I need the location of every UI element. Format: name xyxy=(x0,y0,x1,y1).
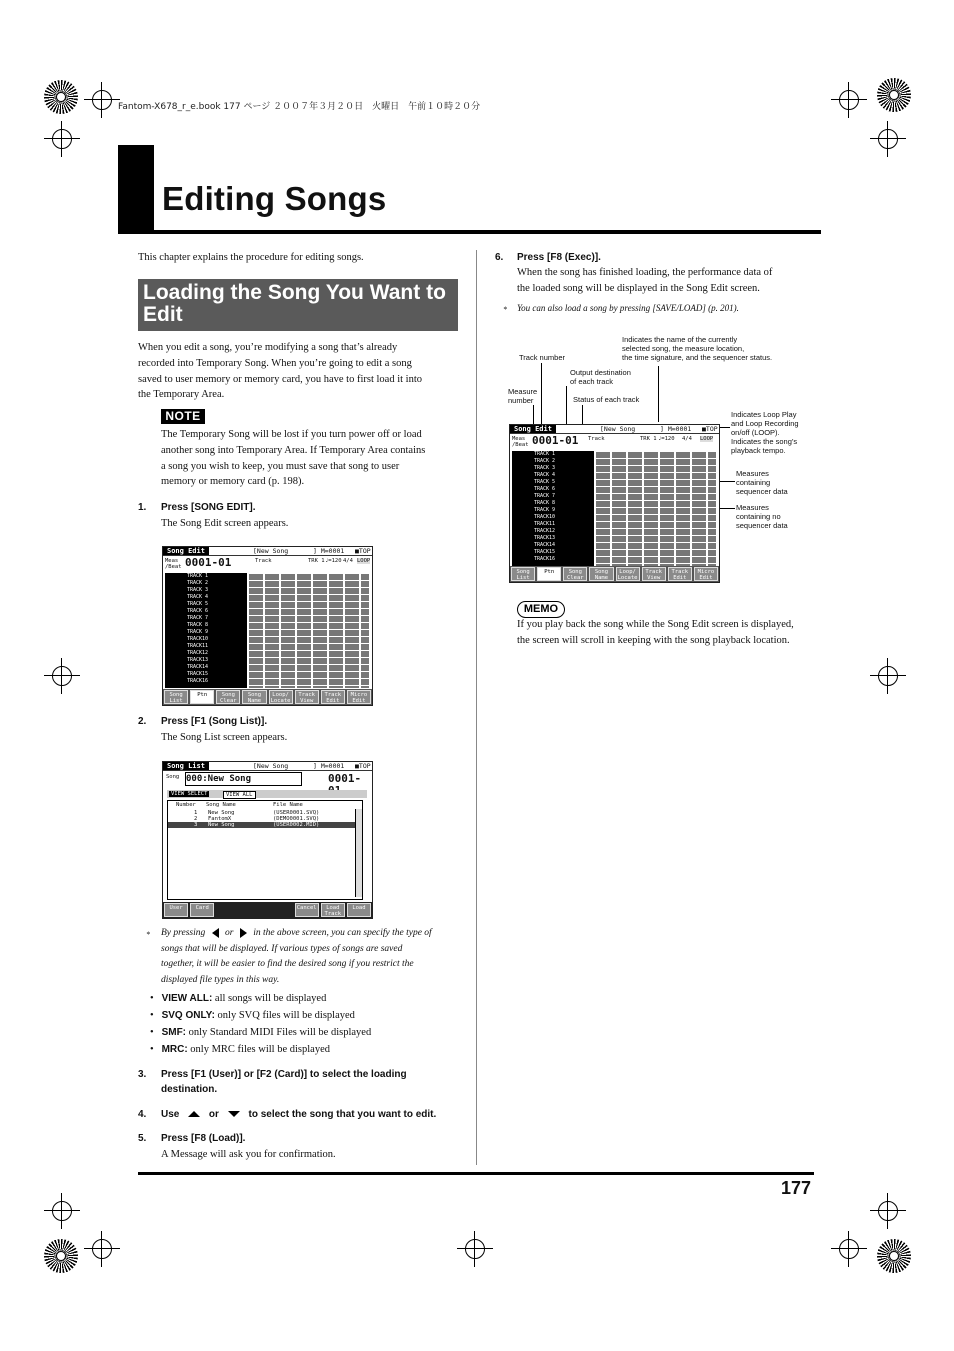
f6-track-view-button[interactable]: Track View xyxy=(295,690,319,704)
step-description: The Song List screen appears. xyxy=(161,732,288,743)
measure-position: ] M=0001 xyxy=(660,425,692,433)
f8-load-button[interactable]: Load xyxy=(347,903,371,917)
table-header: Number Song Name File Name xyxy=(176,802,303,808)
song-name: [New Song xyxy=(253,547,289,555)
memo-badge: MEMO xyxy=(517,601,565,618)
step-number: 3. xyxy=(138,1069,147,1080)
step-description: When the song has finished loading, the performance data of the loaded song will be displayed in the Song Edit screen. xyxy=(517,267,773,294)
registration-target-icon xyxy=(877,1239,911,1273)
registration-target-icon xyxy=(44,80,78,114)
screen-title: Song List xyxy=(163,762,209,770)
section-body: When you edit a song, you’re modifying a song that’s already recorded into Temporary Song. When you’re going to edit a song saved to user memory or memory card, you have to first load it into the Temporary Area. xyxy=(138,342,423,401)
page-number: 177 xyxy=(781,1178,812,1198)
callout-track-number: Track number xyxy=(519,353,565,362)
track-list: TRACK 1 TRACK 2 TRACK 3 TRACK 4 TRACK 5 TRACK 6 TRACK 7 TRACK 8 TRACK 9 TRACK10 TRACK11 TRACK12 TRACK13 TRACK14 TRACK15 TRACK16 xyxy=(512,451,594,566)
registration-target-icon xyxy=(877,78,911,112)
measure-grid xyxy=(596,451,716,566)
callout-track-status: Status of each track xyxy=(573,395,640,404)
f1-song-list-button[interactable]: Song List xyxy=(164,690,188,704)
list-item: • VIEW ALL: all songs will be displayed xyxy=(150,993,327,1004)
measure-readout: 0001- xyxy=(328,772,362,785)
song-list-screen xyxy=(162,761,373,919)
crosshair-icon xyxy=(44,1193,80,1229)
down-arrow-icon xyxy=(228,1111,240,1117)
intro-text: This chapter explains the procedure for editing songs. xyxy=(138,252,364,263)
column-divider xyxy=(476,250,477,1165)
measure-position: ] M=0001 xyxy=(313,547,345,555)
f3-song-clear-button[interactable]: Song Clear xyxy=(216,690,240,704)
f2-card-button[interactable]: Card xyxy=(190,903,214,917)
song-number-field[interactable]: 000:New Song xyxy=(185,772,302,786)
song-edit-screen-annotated xyxy=(509,424,720,583)
meas-label: Meas /Beat xyxy=(512,436,529,448)
step-description: A Message will ask you for confirmation. xyxy=(161,1149,336,1160)
f7-load-track-button[interactable]: Load Track xyxy=(321,903,345,917)
crosshair-icon xyxy=(831,82,867,118)
measure-position: ] M=0001 xyxy=(313,762,345,770)
f1-song-list-button[interactable]: Song List xyxy=(511,567,535,581)
view-select-bar xyxy=(167,790,367,798)
print-header: Fantom-X678_r_e.book 177 ページ ２００７年３月２０日 火曜日 午前１０時２０分 xyxy=(118,102,481,112)
sequencer-status: ■TOP xyxy=(355,762,371,770)
f6-cancel-button[interactable]: Cancel xyxy=(295,903,319,917)
crosshair-icon xyxy=(457,1231,493,1267)
measure-readout: 0001-01 xyxy=(185,556,232,569)
page-title: Editing Songs xyxy=(162,180,387,217)
f4-song-name-button[interactable]: Song Name xyxy=(242,690,266,704)
step-instruction: Press [SONG EDIT]. xyxy=(161,502,256,513)
table-row[interactable]: 3 New Song (USER0002.MID) xyxy=(168,822,362,828)
f4-song-name-button[interactable]: Song Name xyxy=(589,567,613,581)
arrow-note: By pressing or in the above screen, you can specify the type of songs that will be displayed. If various types of songs are saved together, it will be easier to find the desired song if you restrict the displayed file types in this way. xyxy=(161,928,432,985)
function-key-bar xyxy=(163,689,372,705)
note-text: The Temporary Song will be lost if you turn power off or load another song into Temporary Area. If Temporary Area contains a song you wish to keep, you must save that song to user memory or memory card (p. 198). xyxy=(161,429,426,488)
up-arrow-icon xyxy=(188,1111,200,1117)
song-name: [New Song xyxy=(253,762,289,770)
leader-line xyxy=(541,363,542,425)
step-number: 5. xyxy=(138,1133,147,1144)
scrollbar[interactable] xyxy=(355,809,362,897)
f8-micro-edit-button[interactable]: Micro Edit xyxy=(347,690,371,704)
footer-rule xyxy=(138,1172,814,1175)
leader-line xyxy=(658,366,659,422)
song-edit-screen xyxy=(162,546,373,706)
f8-micro-edit-button[interactable]: Micro Edit xyxy=(694,567,718,581)
function-key-bar xyxy=(510,566,719,582)
bullet-list xyxy=(150,990,371,1058)
callout-no-data: Measures containing no sequencer data xyxy=(736,503,788,530)
section-heading: Loading the Song You Want to Edit xyxy=(138,279,458,331)
f1-user-button[interactable]: User xyxy=(164,903,188,917)
f6-track-view-button[interactable]: Track View xyxy=(642,567,666,581)
crosshair-icon xyxy=(831,1231,867,1267)
callout-measure-number: Measure number xyxy=(508,387,538,405)
current-track: TRK 1 xyxy=(308,558,325,564)
step-instruction: Use or to select the song that you want to edit. xyxy=(161,1109,437,1120)
f5-empty xyxy=(269,903,293,917)
time-signature: 4/4 xyxy=(343,558,353,564)
callout-loop-tempo: Indicates Loop Play and Loop Recording on/off (LOOP). Indicates the song’s playback tempo. xyxy=(731,410,799,455)
meas-label: Meas /Beat xyxy=(165,558,182,570)
note-star: * xyxy=(146,930,150,939)
crosshair-icon xyxy=(44,658,80,694)
callout-with-data: Measures containing sequencer data xyxy=(736,469,788,496)
list-item: • SMF: only Standard MIDI Files will be displayed xyxy=(150,1027,372,1038)
f3-song-clear-button[interactable]: Song Clear xyxy=(563,567,587,581)
memo-text: If you play back the song while the Song Edit screen is displayed, the screen will scroll in keeping with the song playback location. xyxy=(517,619,794,646)
screen-title: Song Edit xyxy=(510,425,556,433)
loop-indicator: LOOP xyxy=(700,436,714,442)
note-star: * xyxy=(503,305,507,314)
step-description: The Song Edit screen appears. xyxy=(161,518,289,529)
callout-song-info: Indicates the name of the currently selected song, the measure location, the time signature, and the sequencer status. xyxy=(622,335,773,362)
screen-title: Song Edit xyxy=(163,547,209,555)
track-label: Track xyxy=(255,558,272,564)
f7-track-edit-button[interactable]: Track Edit xyxy=(321,690,345,704)
crosshair-icon xyxy=(870,1193,906,1229)
registration-target-icon xyxy=(44,1239,78,1273)
tempo: ♩=120 xyxy=(325,558,342,564)
crosshair-icon xyxy=(84,1231,120,1267)
save-load-note: You can also load a song by pressing [SAVE/LOAD] (p. 201). xyxy=(517,303,739,313)
song-list-table xyxy=(167,800,363,900)
sequencer-status: ■TOP xyxy=(355,547,371,555)
f5-loop-locate-button[interactable]: Loop/ Locate xyxy=(269,690,293,704)
step-number: 4. xyxy=(138,1109,147,1120)
callout-output-destination: Output destination of each track xyxy=(570,368,631,386)
measure-grid xyxy=(249,573,369,688)
title-rule xyxy=(118,230,821,234)
view-all-tab[interactable]: VIEW ALL xyxy=(223,791,256,799)
crosshair-icon xyxy=(84,82,120,118)
step-number: 6. xyxy=(495,252,504,263)
step-instruction: Press [F8 (Exec)]. xyxy=(517,252,601,263)
f4-empty xyxy=(242,903,266,917)
title-bar xyxy=(118,145,154,232)
time-signature: 4/4 xyxy=(682,436,692,442)
song-name: [New Song xyxy=(600,425,636,433)
table-row[interactable]: 2 FantomX (DEMO0001.SVQ) xyxy=(194,816,320,822)
track-list: TRACK 1 TRACK 2 TRACK 3 TRACK 4 TRACK 5 TRACK 6 TRACK 7 TRACK 8 TRACK 9 TRACK10 TRACK11 TRACK12 TRACK13 TRACK14 TRACK15 TRACK16 xyxy=(165,573,247,688)
current-track: TRK 1 xyxy=(640,436,657,442)
measure-readout: 0001-01 xyxy=(532,434,579,447)
song-label: Song xyxy=(166,774,180,780)
tempo: ♩=120 xyxy=(658,436,675,442)
right-arrow-icon xyxy=(240,928,247,938)
step-instruction: Press [F8 (Load)]. xyxy=(161,1133,246,1144)
f7-track-edit-button[interactable]: Track Edit xyxy=(668,567,692,581)
function-key-bar xyxy=(163,902,372,918)
crosshair-icon xyxy=(44,121,80,157)
track-label: Track xyxy=(588,436,605,442)
step-number: 1. xyxy=(138,502,147,513)
crosshair-icon xyxy=(870,658,906,694)
crosshair-icon xyxy=(870,121,906,157)
loop-indicator: LOOP xyxy=(357,558,371,564)
sequencer-status: ■TOP xyxy=(702,425,718,433)
f2-ptn-button[interactable]: Ptn xyxy=(537,567,561,581)
f3-empty xyxy=(216,903,240,917)
view-select-label: VIEW SELECT xyxy=(171,791,208,797)
step-instruction: Press [F1 (Song List)]. xyxy=(161,716,268,727)
step-number: 2. xyxy=(138,716,147,727)
note-badge: NOTE xyxy=(161,409,205,424)
f2-ptn-button[interactable]: Ptn xyxy=(190,690,214,704)
step-instruction: Press [F1 (User)] or [F2 (Card)] to select the loading destination. xyxy=(161,1069,407,1095)
table-row[interactable]: 1 New Song (USER0001.SVQ) xyxy=(194,810,320,816)
list-item: • SVQ ONLY: only SVQ files will be displayed xyxy=(150,1010,355,1021)
left-arrow-icon xyxy=(212,928,219,938)
f5-loop-locate-button[interactable]: Loop/ Locate xyxy=(616,567,640,581)
list-item: • MRC: only MRC files will be displayed xyxy=(150,1044,330,1055)
